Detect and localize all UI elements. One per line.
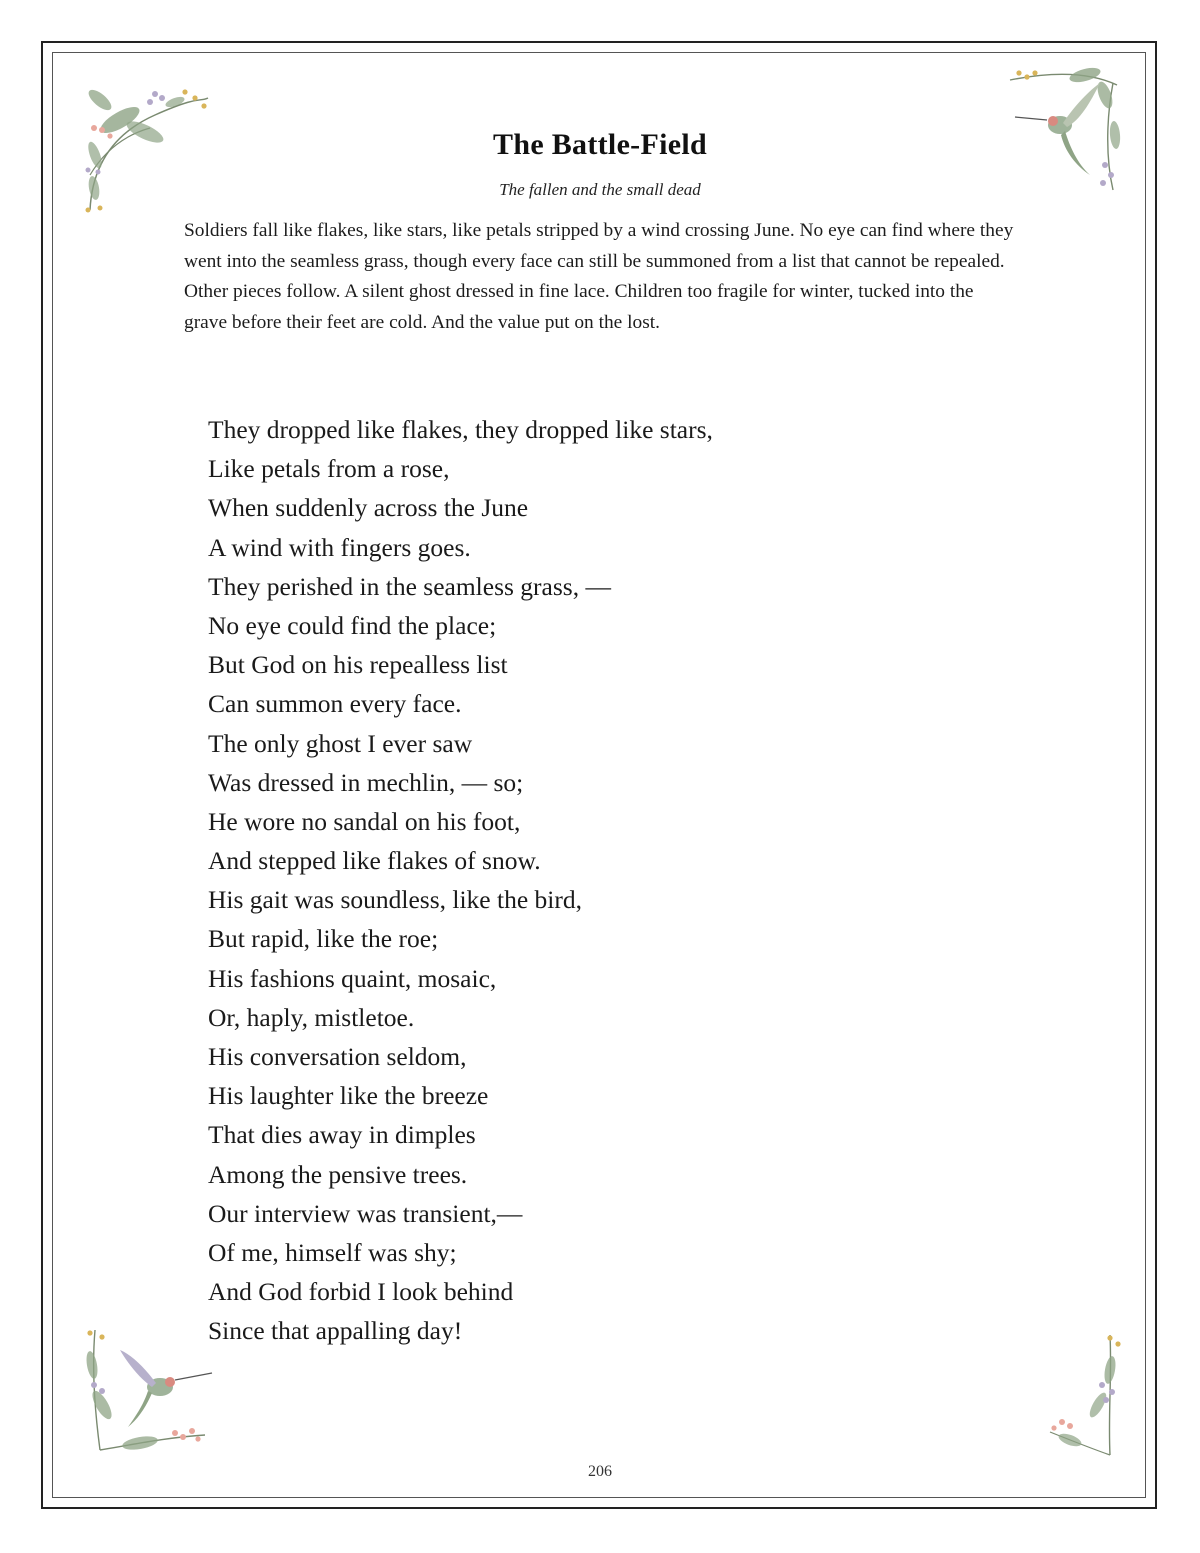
poem-line: Or, haply, mistletoe. (208, 1002, 415, 1032)
poem-line: Since that appalling day! (208, 1316, 463, 1346)
poem-line: Among the pensive trees. (208, 1159, 468, 1189)
poem-line: Our interview was transient,— (208, 1198, 523, 1228)
poem-line: His fashions quaint, mosaic, (208, 963, 497, 993)
poem-line: His laughter like the breeze (208, 1081, 489, 1111)
poem-line: They dropped like flakes, they dropped like stars, (208, 415, 713, 444)
page-title: The Battle-Field (493, 128, 707, 161)
poem-line: No eye could find the place; (208, 610, 497, 640)
poem-line: And stepped like flakes of snow. (208, 846, 541, 876)
poem-line: Was dressed in mechlin, — so; (208, 767, 524, 797)
poem-line: But God on his repealless list (208, 650, 508, 680)
poem-line: Like petals from a rose, (208, 454, 450, 484)
poem-line: His conversation seldom, (208, 1042, 467, 1071)
poem-line: Can summon every face. (208, 689, 462, 719)
poem-body (208, 410, 1008, 1351)
poem-line: They perished in the seamless grass, — (208, 571, 611, 601)
hummingbird-corner-bottom-left (80, 1325, 220, 1460)
summary-paragraph: Soldiers fall like flakes, like stars, like petals stripped by a wind crossing June. No eye can find where they went into the seamless grass, though every face can still be summoned from a list that cannot be repealed. Other pieces follow. A silent ghost dressed in fine lace. Children too fragile for winter, tucked into the grave before their feet are cold. And the value put on the lost. (184, 220, 1014, 333)
page-subtitle: The fallen and the small dead (499, 180, 701, 199)
poem-line: Of me, himself was shy; (208, 1237, 457, 1267)
poem-line: The only ghost I ever saw (208, 728, 473, 758)
poem-line: A wind with fingers goes. (208, 532, 471, 562)
poem-line: But rapid, like the roe; (208, 924, 439, 954)
poem-line: When suddenly across the June (208, 493, 529, 523)
poem-line: That dies away in dimples (208, 1120, 476, 1150)
poem-line: And God forbid I look behind (208, 1277, 514, 1307)
poem-line: His gait was soundless, like the bird, (208, 885, 582, 915)
page-number: 206 (588, 1463, 612, 1480)
floral-corner-bottom-right (1040, 1330, 1125, 1460)
poem-line: He wore no sandal on his foot, (208, 806, 521, 836)
